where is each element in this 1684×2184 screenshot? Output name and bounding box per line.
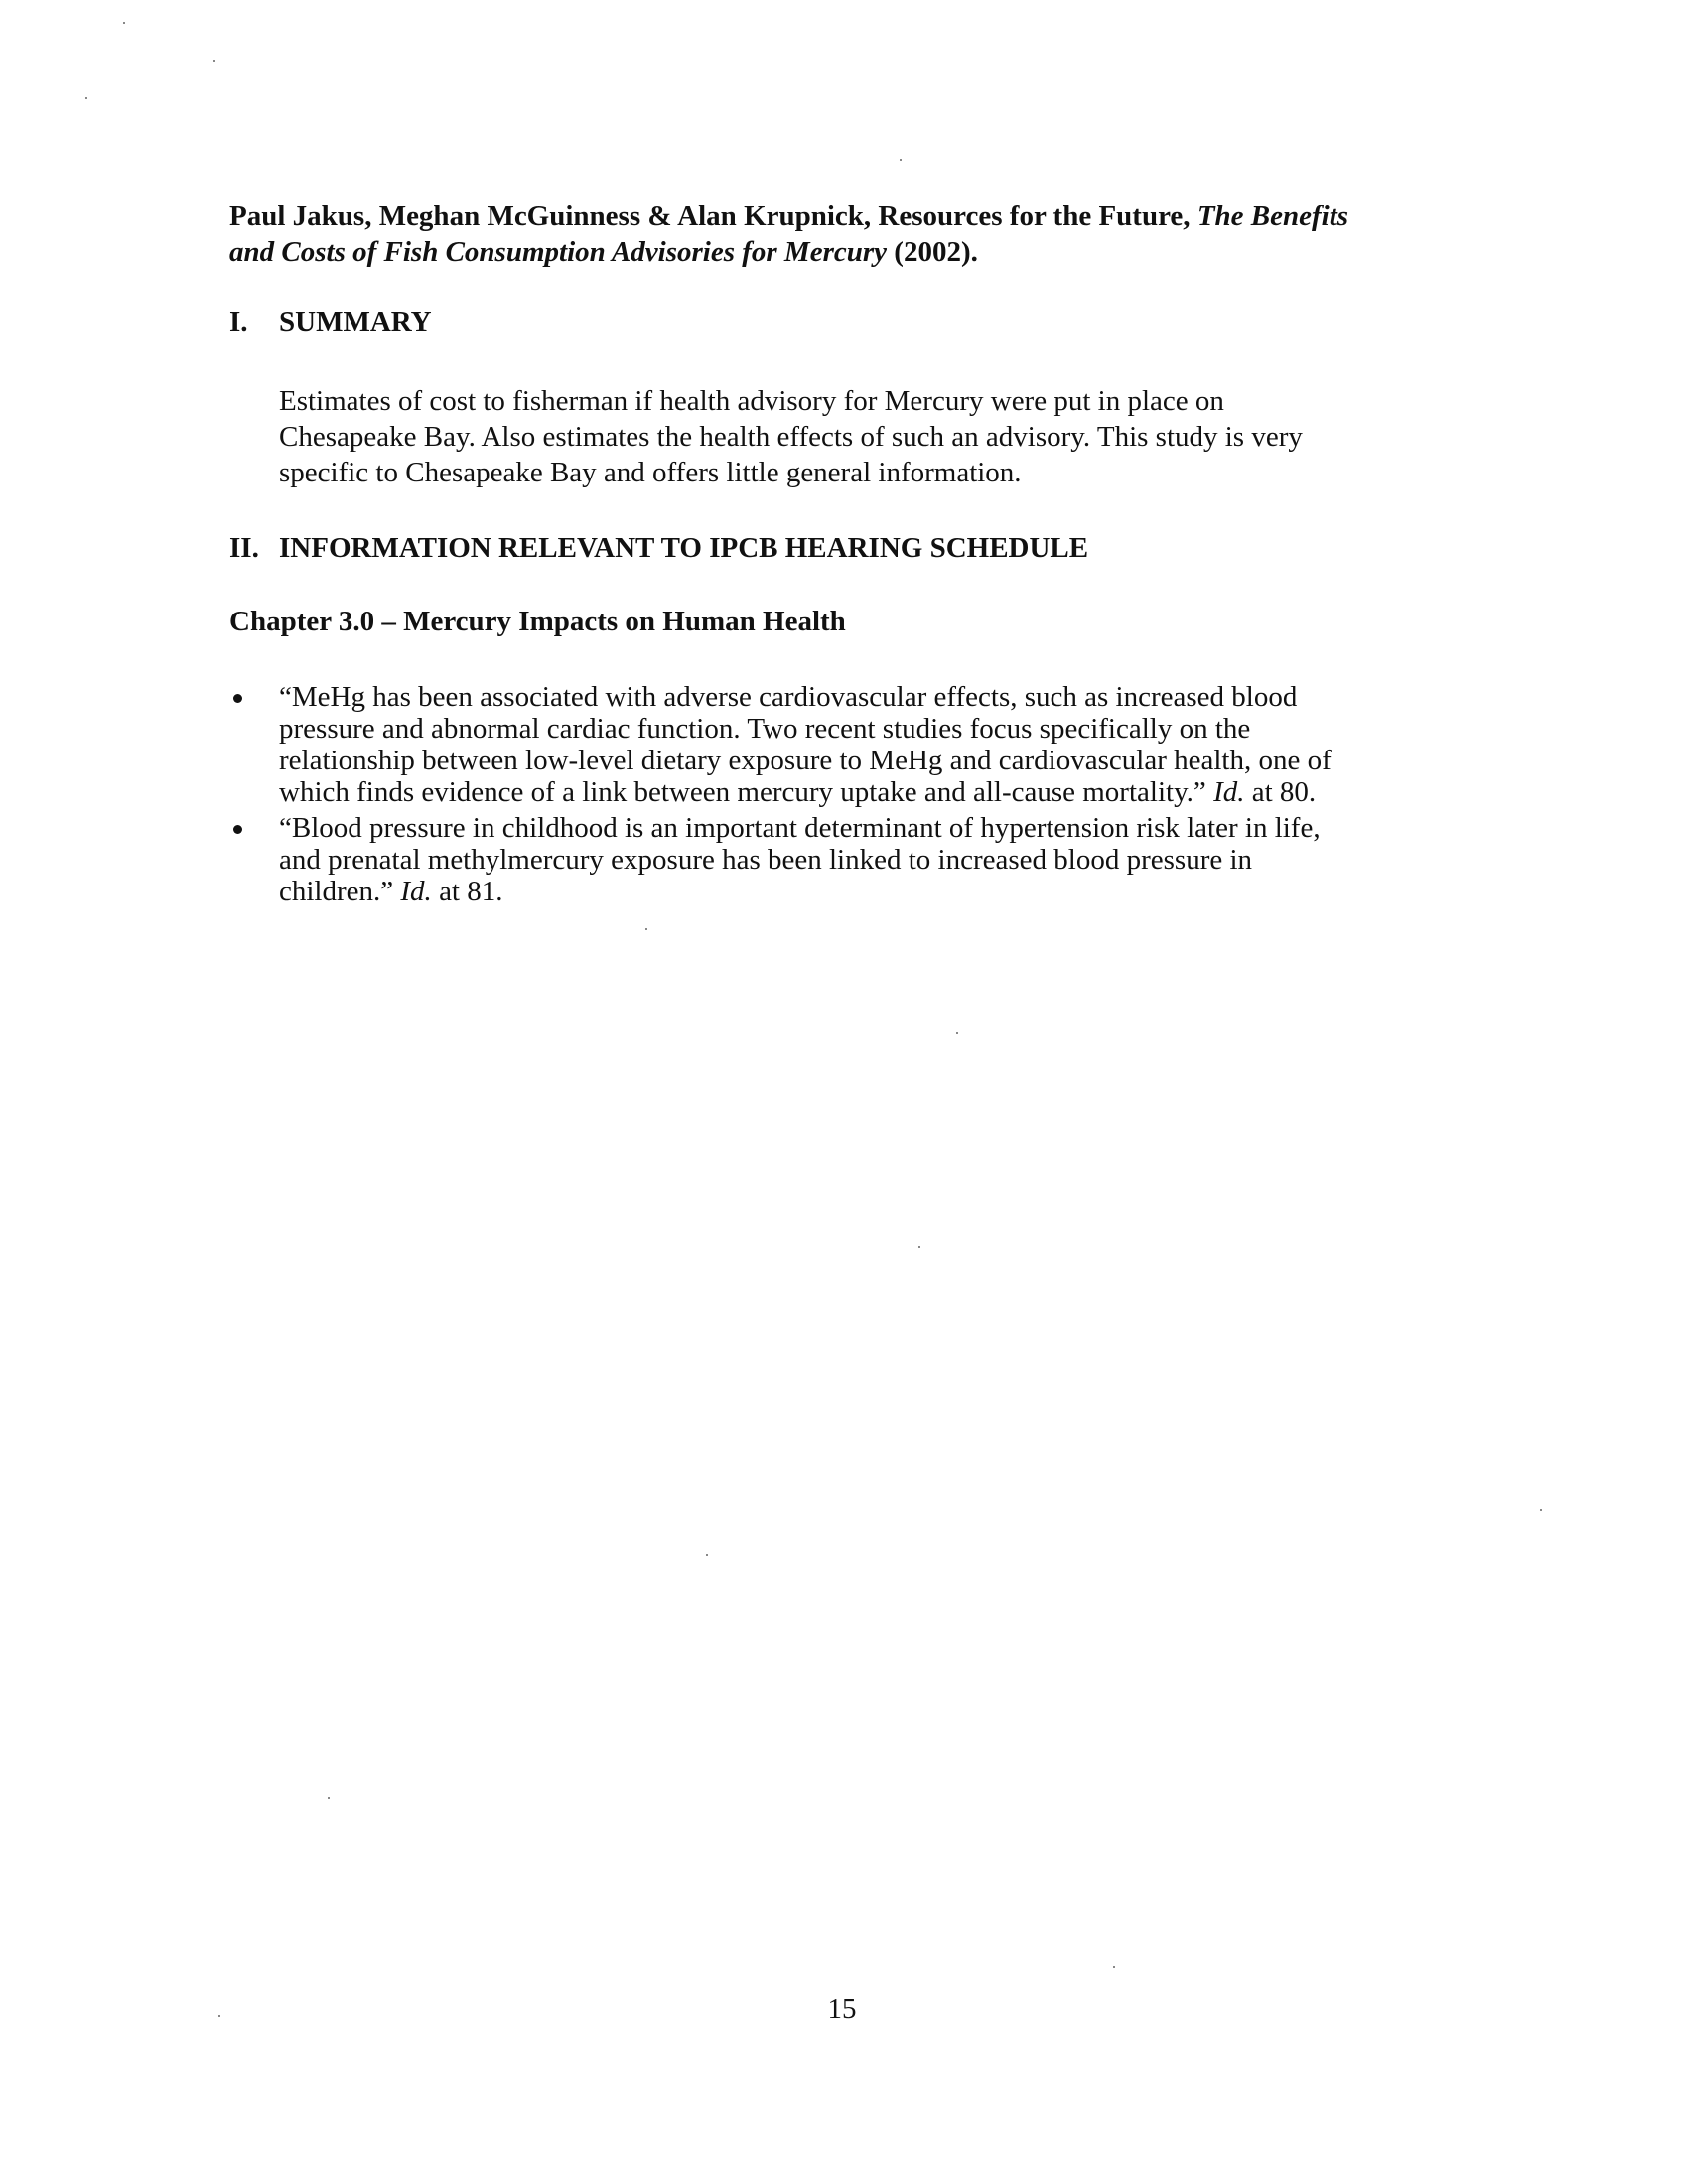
- citation: [229, 199, 1520, 270]
- scan-speck: [123, 22, 125, 24]
- scan-speck: [706, 1554, 708, 1556]
- scan-speck: [328, 1797, 330, 1799]
- scan-speck: [900, 159, 902, 161]
- quote-line: “Blood pressure in childhood is an important determinant of hypertension risk later in life,: [279, 812, 1321, 844]
- citation-id: Id.: [1213, 776, 1245, 808]
- bullet-icon: [233, 825, 242, 834]
- scan-speck: [956, 1032, 958, 1034]
- summary-line: Estimates of cost to fisherman if health advisory for Mercury were put in place on: [279, 385, 1224, 417]
- scan-speck: [918, 1246, 920, 1248]
- citation-id: Id.: [400, 876, 432, 907]
- scan-speck: [213, 60, 215, 62]
- scan-speck: [85, 97, 87, 99]
- summary-line: specific to Chesapeake Bay and offers little general information.: [279, 457, 1022, 488]
- quote-text: which finds evidence of a link between mercury uptake and all-cause mortality.”: [279, 776, 1214, 808]
- list-item: [229, 681, 1520, 808]
- section-title: SUMMARY: [279, 306, 432, 338]
- quote-list: [229, 681, 1520, 911]
- section-number: II.: [229, 532, 259, 564]
- summary-paragraph: [279, 383, 1471, 490]
- citation-page: at 80.: [1244, 776, 1317, 808]
- summary-line: Chesapeake Bay. Also estimates the health effects of such an advisory. This study is very: [279, 421, 1303, 453]
- bullet-icon: [233, 694, 242, 703]
- quote-text: children.”: [279, 876, 401, 907]
- quote-line: “MeHg has been associated with adverse cardiovascular effects, such as increased blood: [279, 681, 1298, 713]
- citation-authors: Paul Jakus, Meghan McGuinness & Alan Krupnick, Resources for the Future,: [229, 201, 1197, 232]
- page-number: 15: [827, 1993, 857, 2025]
- scan-speck: [1540, 1509, 1542, 1511]
- quote-line: and prenatal methylmercury exposure has been linked to increased blood pressure in: [279, 844, 1253, 876]
- scan-speck: [645, 928, 647, 930]
- quote-line: pressure and abnormal cardiac function. Two recent studies focus specifically on the: [279, 713, 1251, 745]
- citation-title-part2: and Costs of Fish Consumption Advisories for Mercury: [229, 236, 888, 268]
- section-heading-summary: [229, 304, 432, 340]
- chapter-heading: Chapter 3.0 – Mercury Impacts on Human Health: [229, 606, 846, 637]
- list-item: [229, 812, 1520, 907]
- quote-line-last: [279, 876, 1520, 907]
- section-number: I.: [229, 306, 248, 338]
- scan-speck: [218, 2015, 220, 2017]
- citation-title-part1: The Benefits: [1196, 201, 1349, 232]
- scan-speck: [1113, 1966, 1115, 1968]
- section-heading-information: [229, 530, 1088, 566]
- quote-line-last: [279, 776, 1520, 808]
- quote-line: relationship between low-level dietary exposure to MeHg and cardiovascular health, one of: [279, 745, 1332, 776]
- section-title: INFORMATION RELEVANT TO IPCB HEARING SCHEDULE: [279, 532, 1089, 564]
- citation-year: (2002).: [887, 236, 978, 268]
- citation-page: at 81.: [431, 876, 503, 907]
